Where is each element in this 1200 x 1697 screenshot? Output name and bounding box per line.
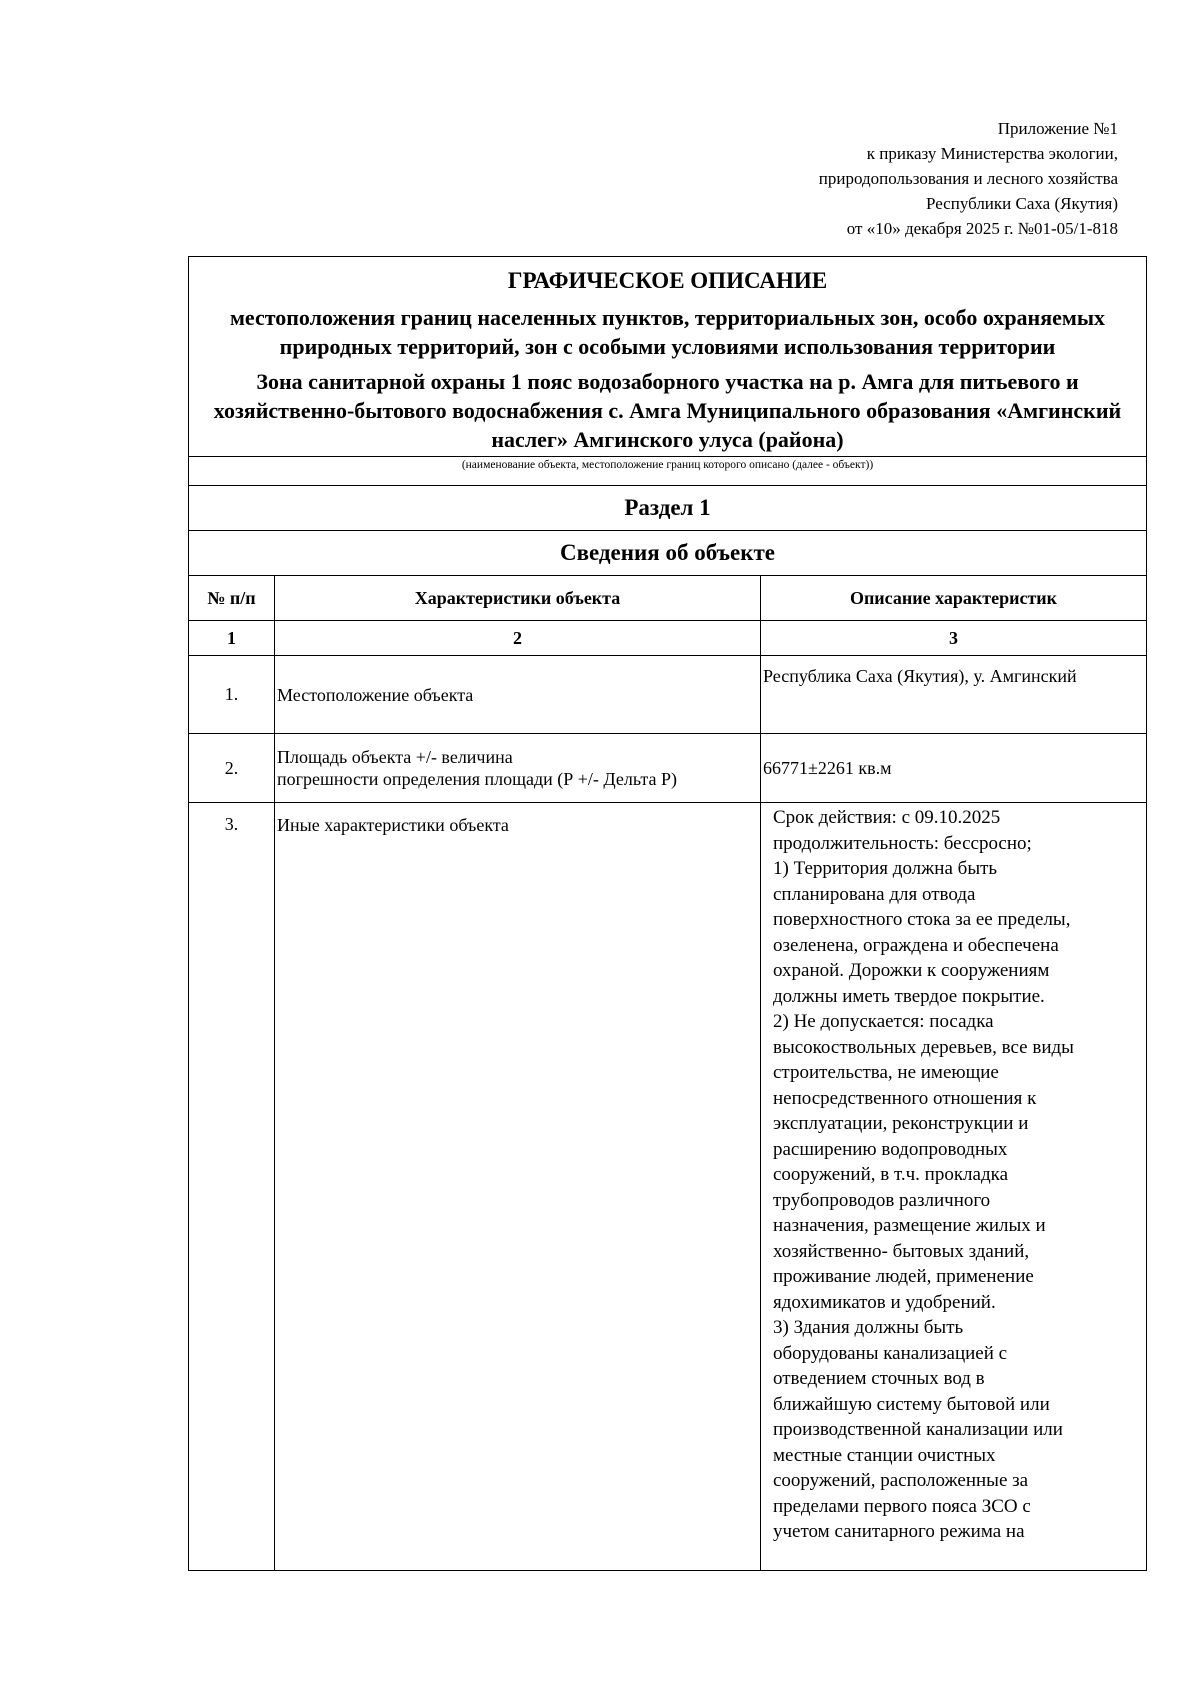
section-subtitle: Сведения об объекте (189, 531, 1147, 576)
object-caption: (наименование объекта, местоположение границ которого описано (далее - объект)) (189, 457, 1147, 486)
description-line: продолжительность: бессросно; (773, 832, 1032, 854)
description-line: трубопроводов различного (773, 1189, 991, 1211)
table-row (189, 656, 1147, 734)
row-characteristic: Иные характеристики объекта (275, 803, 761, 1571)
description-line: спланирована для отвода (773, 883, 976, 905)
description-line: оборудованы канализацией с (773, 1342, 1008, 1364)
appendix-line: Республики Саха (Якутия) (925, 194, 1118, 213)
description-table (188, 256, 1147, 1571)
column-header-characteristic: Характеристики объекта (275, 576, 761, 621)
section-title: Раздел 1 (189, 486, 1147, 531)
appendix-block (618, 116, 1118, 241)
description-line: местные станции очистных (773, 1444, 996, 1466)
description-line: отведением сточных вод в (773, 1368, 985, 1389)
description-line: назначения, размещение жилых и (773, 1215, 1046, 1236)
appendix-line: Приложение №1 (997, 119, 1118, 138)
column-number: 3 (761, 621, 1147, 656)
row-description: 66771±2261 кв.м (761, 734, 1147, 803)
description-line: Срок действия: с 09.10.2025 (773, 807, 1001, 828)
appendix-line: природопользования и лесного хозяйства (818, 169, 1118, 188)
description-line: поверхностного стока за ее пределы, (773, 909, 1071, 930)
description-line: 3) Здания должны быть (773, 1317, 964, 1338)
column-header-row (189, 576, 1147, 621)
description-line: непосредственного отношения к (773, 1087, 1037, 1109)
document-header (189, 257, 1147, 457)
row-characteristic (275, 734, 761, 803)
description-line: охраной. Дорожки к сооружениям (773, 960, 1050, 981)
row-description: Республика Саха (Якутия), у. Амгинский (761, 656, 1147, 734)
column-number: 2 (275, 621, 761, 656)
description-line: учетом санитарного режима на (773, 1521, 1025, 1542)
appendix-line: к приказу Министерства экологии, (866, 144, 1118, 163)
description-line: 1) Территория должна быть (773, 858, 998, 879)
description-line: пределами первого пояса ЗСО с (773, 1495, 1031, 1517)
row-number: 3. (189, 803, 275, 1571)
table-row (189, 734, 1147, 803)
description-line: строительства, не имеющие (773, 1062, 999, 1083)
description-line: сооружений, в т.ч. прокладка (773, 1164, 1009, 1185)
table-row (189, 803, 1147, 1571)
description-line: высокоствольных деревьев, все виды (773, 1036, 1074, 1058)
description-line: расширению водопроводных (773, 1138, 1008, 1160)
description-line: производственной канализации или (773, 1419, 1063, 1440)
document-title: ГРАФИЧЕСКОЕ ОПИСАНИЕ (507, 268, 828, 293)
document-subtitle: местоположения границ населенных пунктов, территориальных зон, особо охраняемых природных территорий, зон с особыми условиями использования территории (229, 305, 1106, 359)
description-line: озеленена, ограждена и обеспечена (773, 934, 1059, 956)
row-characteristic: Местоположение объекта (275, 656, 761, 734)
description-line: проживание людей, применение (773, 1266, 1034, 1287)
column-number-row (189, 621, 1147, 656)
column-number: 1 (189, 621, 275, 656)
description-line: хозяйственно- бытовых зданий, (773, 1240, 1030, 1262)
characteristic-line: Площадь объекта +/- величина (277, 747, 513, 767)
appendix-line: от «10» декабря 2025 г. №01-05/1-818 (846, 219, 1118, 238)
description-line: эксплуатации, реконструкции и (773, 1113, 1029, 1134)
column-header-description: Описание характеристик (761, 576, 1147, 621)
row-number: 2. (189, 734, 275, 803)
object-name: Зона санитарной охраны 1 пояс водозаборного участка на р. Амга для питьевого и хозяйственно-бытового водоснабжения с. Амга Муниципального образования «Амгинский наслег» Амгинского улуса (района) (213, 369, 1122, 452)
description-line: должны иметь твердое покрытие. (773, 985, 1045, 1007)
row-number: 1. (189, 656, 275, 734)
description-line: ядохимикатов и удобрений. (773, 1291, 996, 1313)
description-line: 2) Не допускается: посадка (773, 1011, 994, 1032)
description-line: сооружений, расположенные за (773, 1470, 1029, 1491)
description-line: ближайшую систему бытовой или (773, 1393, 1050, 1415)
column-header-num: № п/п (189, 576, 275, 621)
row-description (761, 803, 1147, 1571)
characteristic-line: погрешности определения площади (Р +/- Дельта Р) (277, 769, 677, 789)
